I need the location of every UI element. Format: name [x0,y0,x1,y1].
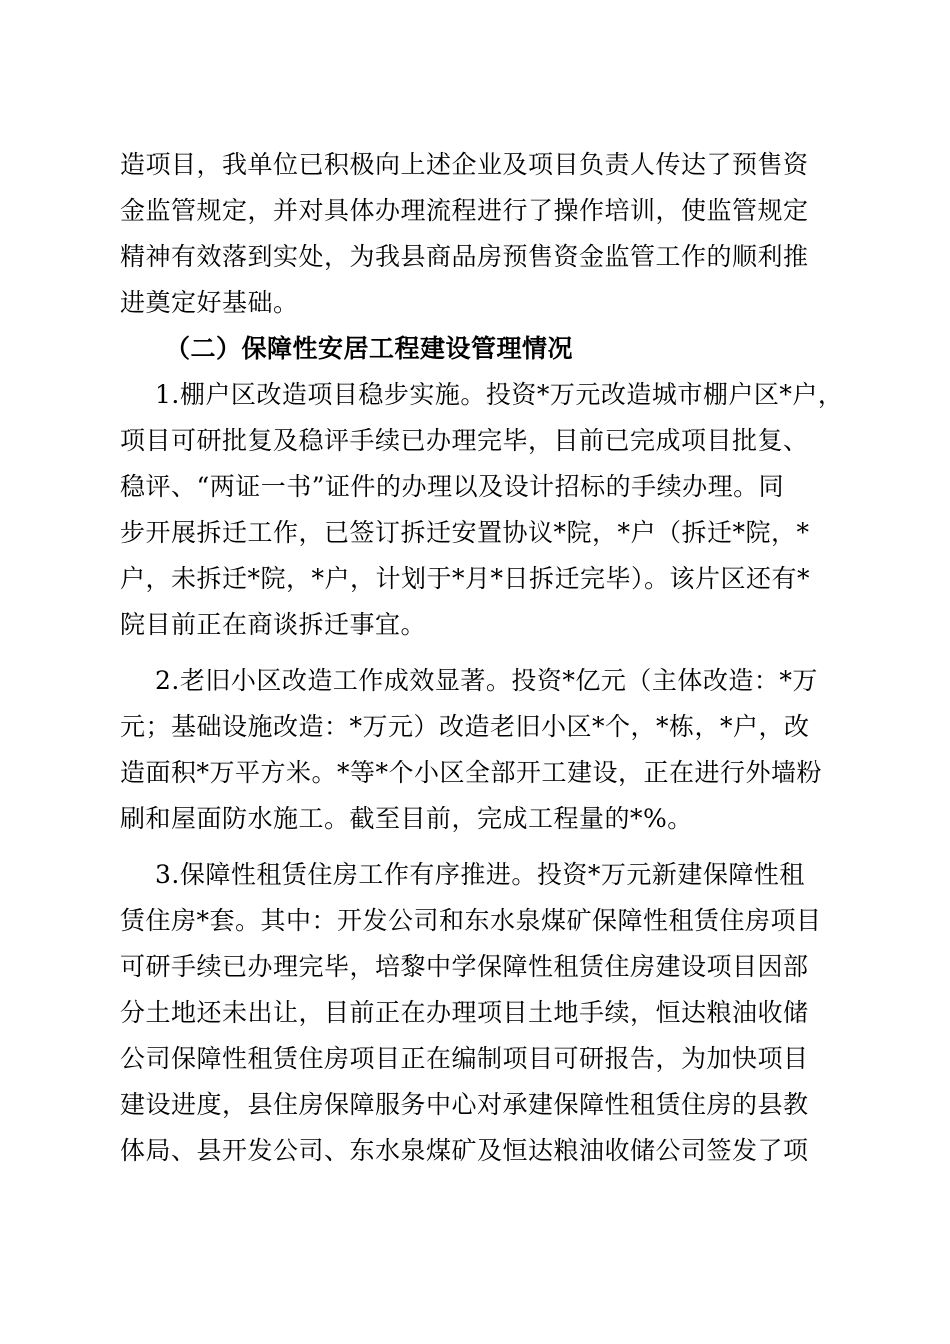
body-line: 刷和屋面防水施工。截至目前，完成工程量的*%。 [120,804,693,833]
body-line: 稳评、“两证一书”证件的办理以及设计招标的手续办理。同 [120,472,785,501]
body-line: 户，未拆迁*院，*户，计划于*月*日拆迁完毕）。该片区还有* [120,564,811,593]
section-heading: （二）保障性安居工程建设管理情况 [165,334,574,363]
body-line: 元；基础设施改造：*万元）改造老旧小区*个，*栋，*户，改 [120,712,810,741]
body-line: 赁住房*套。其中：开发公司和东水泉煤矿保障性租赁住房项目 [120,906,822,935]
body-line: 2.老旧小区改造工作成效显著。投资*亿元（主体改造：*万 [155,666,818,695]
body-line: 体局、县开发公司、东水泉煤矿及恒达粮油收储公司签发了项 [120,1136,809,1165]
body-line: 造项目，我单位已积极向上述企业及项目负责人传达了预售资 [120,150,809,179]
body-line: 步开展拆迁工作，已签订拆迁安置协议*院，*户（拆迁*院，* [120,518,810,547]
body-line: 造面积*万平方米。*等*个小区全部开工建设，正在进行外墙粉 [120,758,823,787]
body-line: 建设进度，县住房保障服务中心对承建保障性租赁住房的县教 [120,1090,809,1119]
body-line: 精神有效落到实处，为我县商品房预售资金监管工作的顺利推 [120,242,809,271]
body-line: 1.棚户区改造项目稳步实施。投资*万元改造城市棚户区*户， [155,380,844,409]
body-line: 进奠定好基础。 [120,288,299,317]
body-line: 可研手续已办理完毕，培黎中学保障性租赁住房建设项目因部 [120,952,809,981]
body-line: 项目可研批复及稳评手续已办理完毕，目前已完成项目批复、 [120,426,809,455]
body-line: 院目前正在商谈拆迁事宜。 [120,610,427,639]
body-line: 分土地还未出让，目前正在办理项目土地手续，恒达粮油收储 [120,998,809,1027]
body-line: 金监管规定，并对具体办理流程进行了操作培训，使监管规定 [120,196,809,225]
body-line: 3.保障性租赁住房工作有序推进。投资*万元新建保障性租 [155,860,805,889]
body-line: 公司保障性租赁住房项目正在编制项目可研报告，为加快项目 [120,1044,809,1073]
